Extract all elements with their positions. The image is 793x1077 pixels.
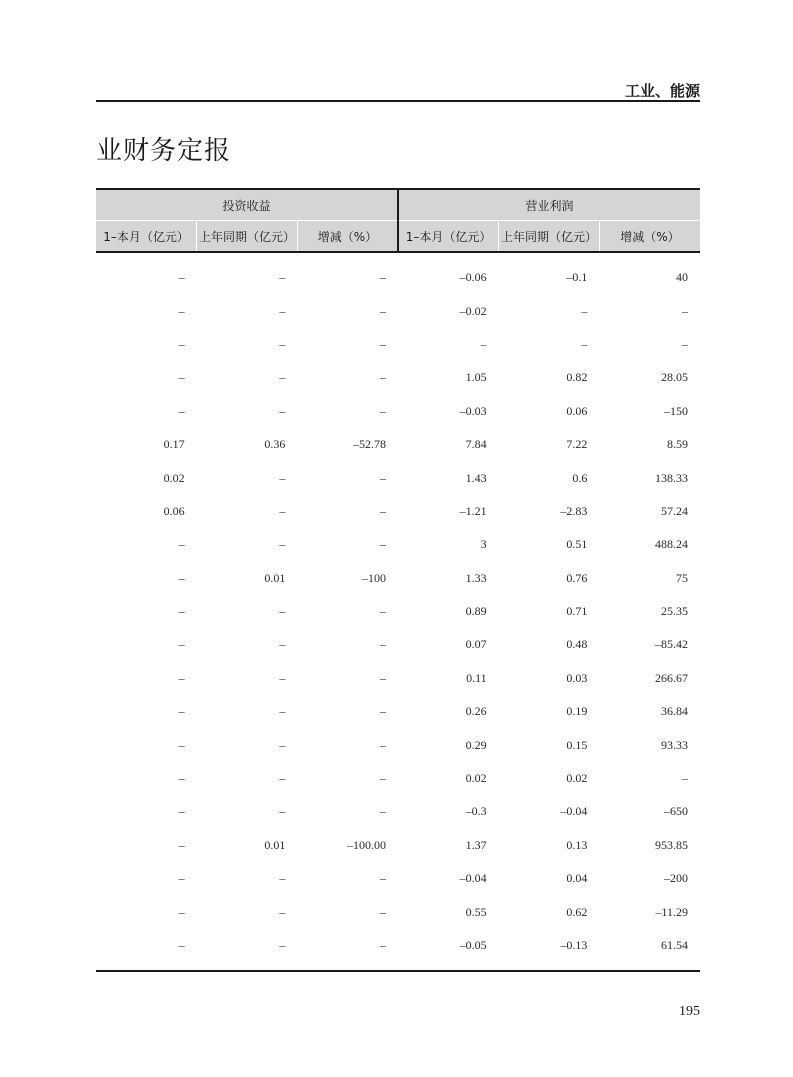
table-cell: –0.3 xyxy=(465,804,487,819)
table-cell: 0.36 xyxy=(264,437,286,452)
column-header: 1–本月（亿元） xyxy=(96,221,197,253)
table-row xyxy=(96,562,700,595)
table-cell: 57.24 xyxy=(661,503,688,518)
table-cell: – xyxy=(380,403,386,418)
table-cell: 0.13 xyxy=(566,837,588,852)
table-cell: – xyxy=(178,837,185,852)
table-row xyxy=(96,829,700,862)
table-cell: 0.07 xyxy=(465,637,487,652)
table-cell: –0.03 xyxy=(459,403,487,418)
table-cell: 0.26 xyxy=(465,704,487,719)
table-cell: – xyxy=(178,604,185,619)
table-cell: 0.71 xyxy=(566,604,588,619)
table-cell: – xyxy=(581,303,588,318)
table-cell: – xyxy=(178,904,185,919)
table-cell: –85.42 xyxy=(655,637,688,652)
table-cell: 7.22 xyxy=(566,437,588,452)
table-cell: 0.02 xyxy=(163,470,185,485)
table-row xyxy=(96,361,700,394)
table-cell: – xyxy=(380,604,386,619)
table-row xyxy=(96,695,700,728)
table-row xyxy=(96,294,700,327)
table-cell: 40 xyxy=(676,270,688,285)
table-cell: – xyxy=(380,303,386,318)
table-cell: 0.89 xyxy=(465,604,487,619)
table-cell: 488.24 xyxy=(655,537,688,552)
table-body xyxy=(96,252,700,962)
table-cell: 0.76 xyxy=(566,570,588,585)
table-cell: – xyxy=(178,871,185,886)
table-cell: 0.11 xyxy=(466,670,487,685)
table-cell: 0.02 xyxy=(566,771,588,786)
table-cell: – xyxy=(682,771,688,786)
table-cell: –150 xyxy=(664,403,688,418)
table-row xyxy=(96,728,700,761)
table-cell: – xyxy=(380,938,386,952)
table-cell: 0.02 xyxy=(465,771,487,786)
table-row xyxy=(96,628,700,661)
table-cell: –100.00 xyxy=(347,837,386,852)
table-cell: –100 xyxy=(362,570,386,585)
table-cell: 0.04 xyxy=(566,871,588,886)
column-header: 增减（%） xyxy=(297,221,398,253)
table-cell: 0.19 xyxy=(566,704,588,719)
table-cell: 25.35 xyxy=(661,604,688,619)
bottom-rule xyxy=(96,970,700,972)
table-row xyxy=(96,461,700,494)
table-cell: – xyxy=(178,670,185,685)
table-cell: –0.06 xyxy=(459,270,487,285)
table-cell: 0.55 xyxy=(465,904,487,919)
table-cell: – xyxy=(178,704,185,719)
table-cell: – xyxy=(279,704,286,719)
table-cell: –11.29 xyxy=(655,904,688,919)
column-header: 上年同期（亿元） xyxy=(197,221,298,253)
table-cell: 0.15 xyxy=(566,737,588,752)
table-cell: 36.84 xyxy=(661,704,688,719)
table-cell: – xyxy=(279,470,286,485)
table-cell: –650 xyxy=(664,804,688,819)
column-group-operating-profit: 营业利润 xyxy=(398,189,700,221)
table-cell: 0.6 xyxy=(572,470,588,485)
table-cell: 93.33 xyxy=(661,737,688,752)
table-cell: 61.54 xyxy=(661,938,688,952)
table-cell: – xyxy=(279,537,286,552)
column-header: 上年同期（亿元） xyxy=(499,221,600,253)
table-cell: 0.01 xyxy=(264,570,286,585)
financial-table xyxy=(96,188,700,962)
table-cell: – xyxy=(682,303,688,318)
table-row xyxy=(96,662,700,695)
table-cell: –0.1 xyxy=(566,270,588,285)
table-cell: 3 xyxy=(480,537,487,552)
table-cell: – xyxy=(380,370,386,385)
table-cell: – xyxy=(380,670,386,685)
column-group-row xyxy=(96,189,700,221)
table-cell: 266.67 xyxy=(655,670,688,685)
table-cell: – xyxy=(380,336,386,351)
table-cell: – xyxy=(279,604,286,619)
table-cell: – xyxy=(380,637,386,652)
table-row xyxy=(96,495,700,528)
table-cell: – xyxy=(380,771,386,786)
table-row xyxy=(96,929,700,962)
table-cell: –0.04 xyxy=(459,871,487,886)
table-cell: – xyxy=(178,537,185,552)
table-cell: 0.51 xyxy=(566,537,588,552)
column-group-investment-income: 投资收益 xyxy=(96,189,398,221)
table-cell: 75 xyxy=(676,570,688,585)
table-cell: 7.84 xyxy=(465,437,487,452)
table-cell: 0.82 xyxy=(566,370,588,385)
table-cell: – xyxy=(279,403,286,418)
table-cell: – xyxy=(178,637,185,652)
table-row xyxy=(96,252,700,294)
table-row xyxy=(96,328,700,361)
table-cell: –1.21 xyxy=(459,503,487,518)
column-header: 增减（%） xyxy=(599,221,700,253)
table-cell: – xyxy=(279,871,286,886)
table-cell: – xyxy=(279,904,286,919)
section-header: 工业、能源 xyxy=(624,82,700,100)
table-cell: – xyxy=(380,537,386,552)
table-cell: –0.05 xyxy=(459,938,487,952)
page-number: 195 xyxy=(679,1004,700,1019)
table-cell: 138.33 xyxy=(655,470,688,485)
table-cell: – xyxy=(380,737,386,752)
table-cell: – xyxy=(682,336,688,351)
table-cell: – xyxy=(380,704,386,719)
table-row xyxy=(96,395,700,428)
column-header: 1–本月（亿元） xyxy=(398,221,499,253)
table-cell: – xyxy=(380,804,386,819)
table-cell: – xyxy=(178,370,185,385)
table-cell: – xyxy=(178,270,185,285)
table-cell: – xyxy=(178,938,185,952)
table-cell: – xyxy=(279,637,286,652)
table-row xyxy=(96,862,700,895)
table-cell: – xyxy=(178,737,185,752)
column-header-row xyxy=(96,221,700,253)
table-cell: 1.05 xyxy=(465,370,487,385)
table-cell: 0.29 xyxy=(465,737,487,752)
table-cell: – xyxy=(581,336,588,351)
table-cell: 953.85 xyxy=(655,837,688,852)
table-cell: – xyxy=(279,336,286,351)
table-row xyxy=(96,762,700,795)
table-row xyxy=(96,595,700,628)
table-cell: – xyxy=(178,403,185,418)
table-cell: – xyxy=(380,904,386,919)
table-cell: – xyxy=(279,503,286,518)
table-cell: – xyxy=(279,303,286,318)
table-cell: – xyxy=(279,771,286,786)
table-cell: 0.06 xyxy=(566,403,588,418)
table-cell: – xyxy=(279,938,286,952)
table-cell: 1.37 xyxy=(465,837,487,852)
table-cell: 28.05 xyxy=(661,370,688,385)
table-cell: –200 xyxy=(664,871,688,886)
table-cell: – xyxy=(380,270,386,285)
page-title: 业财务定报 xyxy=(96,136,232,166)
table-cell: 0.48 xyxy=(566,637,588,652)
table-cell: –52.78 xyxy=(353,437,386,452)
table-cell: –2.83 xyxy=(560,503,588,518)
table-cell: – xyxy=(178,804,185,819)
table-cell: –0.02 xyxy=(459,303,487,318)
table-cell: – xyxy=(279,804,286,819)
table-cell: – xyxy=(178,336,185,351)
table-cell: – xyxy=(380,503,386,518)
table-cell: 0.17 xyxy=(163,437,185,452)
table-cell: – xyxy=(279,737,286,752)
table-cell: – xyxy=(178,570,185,585)
table-row xyxy=(96,428,700,461)
table-cell: –0.04 xyxy=(560,804,588,819)
table-cell: – xyxy=(279,670,286,685)
table-cell: – xyxy=(178,771,185,786)
financial-table-container xyxy=(96,188,700,962)
table-cell: – xyxy=(178,303,185,318)
table-cell: 0.62 xyxy=(566,904,588,919)
table-row xyxy=(96,895,700,928)
table-cell: 0.06 xyxy=(163,503,185,518)
table-cell: –0.13 xyxy=(560,938,588,952)
table-row xyxy=(96,528,700,561)
table-cell: 1.33 xyxy=(465,570,487,585)
table-cell: – xyxy=(279,270,286,285)
table-cell: – xyxy=(380,470,386,485)
table-cell: – xyxy=(480,336,487,351)
table-cell: 8.59 xyxy=(667,437,688,452)
table-cell: – xyxy=(380,871,386,886)
table-cell: – xyxy=(279,370,286,385)
table-cell: 0.01 xyxy=(264,837,286,852)
table-cell: 1.43 xyxy=(465,470,487,485)
table-cell: 0.03 xyxy=(566,670,588,685)
header-rule xyxy=(96,100,700,102)
table-row xyxy=(96,795,700,828)
